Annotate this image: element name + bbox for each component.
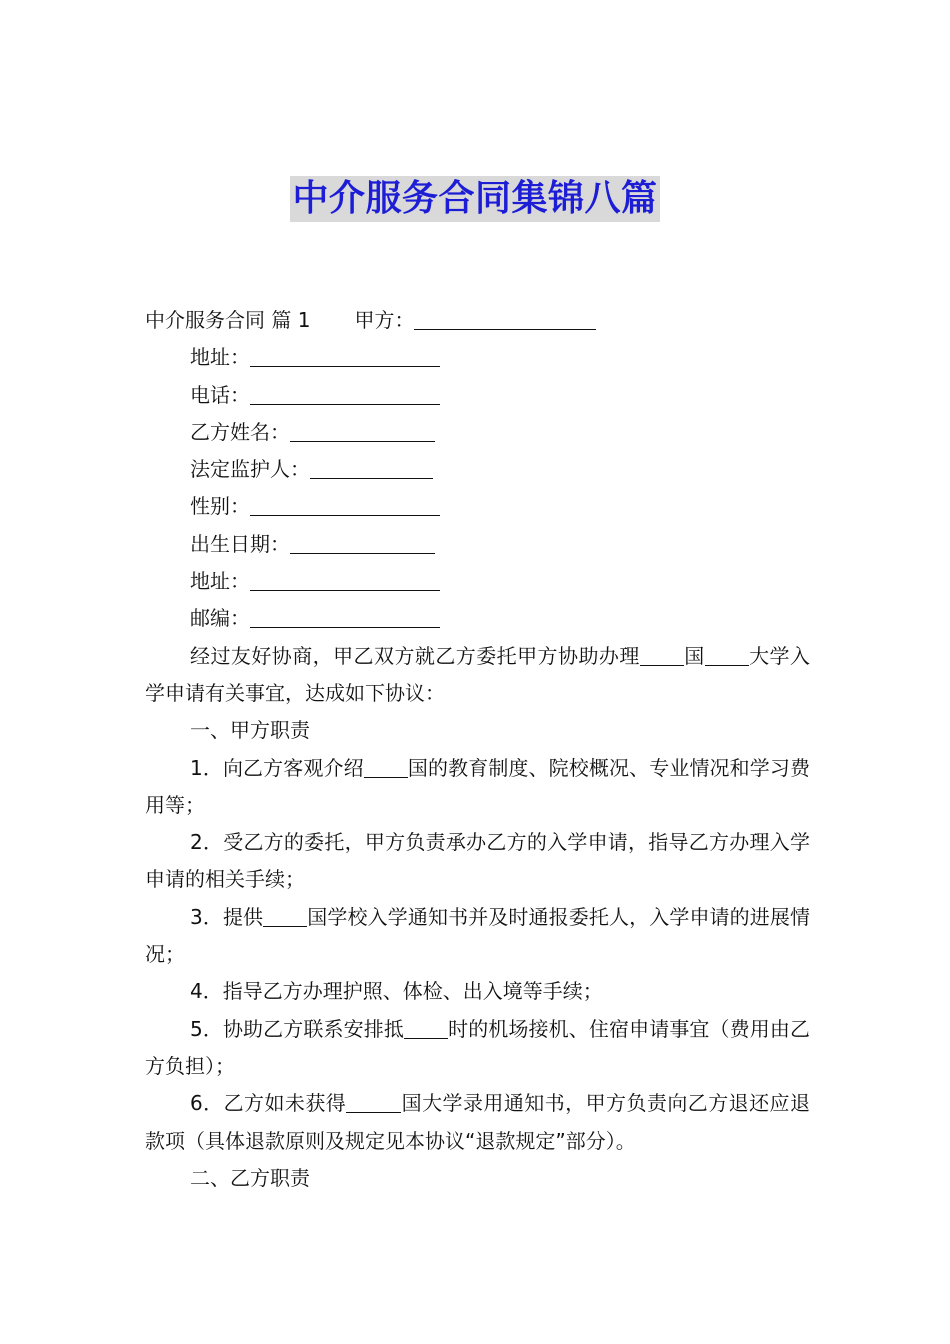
intro-text: 国 xyxy=(683,643,705,668)
field-label: 邮编： xyxy=(190,606,250,631)
field-label: 乙方姓名： xyxy=(190,419,290,444)
field-address-2 xyxy=(145,563,810,600)
intro-text: 经过友好协商，甲乙双方就乙方委托甲方协助办理 xyxy=(190,643,640,668)
university-blank xyxy=(705,641,749,666)
clause-3 xyxy=(145,899,810,974)
field-blank xyxy=(250,603,440,628)
field-label: 地址： xyxy=(190,345,250,370)
field-blank xyxy=(250,380,440,405)
field-label: 电话： xyxy=(190,382,250,407)
heading-party-a-duties: 一、甲方职责 xyxy=(190,718,310,743)
clause-4 xyxy=(145,973,810,1010)
intro-paragraph xyxy=(145,638,810,713)
heading-party-b-duties: 二、乙方职责 xyxy=(190,1165,310,1190)
intro-text: 大学入学申请有关事宜，达成如下协议： xyxy=(145,643,811,705)
field-party-b-name xyxy=(145,414,810,451)
field-blank xyxy=(250,342,440,367)
field-postcode xyxy=(145,600,810,637)
clause-blank xyxy=(346,1088,401,1113)
document-body xyxy=(145,302,810,1197)
field-blank xyxy=(290,417,435,442)
clause-text: 国学校入学通知书并及时通报委托人，入学申请的进展情况； xyxy=(145,904,811,967)
field-label: 法定监护人： xyxy=(190,457,310,482)
clause-2 xyxy=(145,824,810,899)
document-title: 中介服务合同集锦八篇 xyxy=(290,176,659,222)
clause-text: 2．受乙方的委托，甲方负责承办乙方的入学申请，指导乙方办理入学申请的相关手续； xyxy=(145,830,810,892)
field-blank xyxy=(310,454,433,479)
clause-blank xyxy=(404,1014,448,1039)
party-a-label: 甲方： xyxy=(354,308,415,332)
clause-text: 时的机场接机、住宿申请事宜（费用由乙方负担）； xyxy=(145,1016,810,1078)
section-header-line xyxy=(145,302,810,339)
party-a-blank xyxy=(414,305,596,330)
field-guardian xyxy=(145,451,810,488)
clause-text: 1．向乙方客观介绍 xyxy=(190,755,364,780)
country-blank xyxy=(640,641,684,666)
clause-text: 5．协助乙方联系安排抵 xyxy=(190,1016,404,1041)
section-label: 中介服务合同 篇 1 xyxy=(145,308,311,332)
field-blank xyxy=(290,529,435,554)
field-label: 地址： xyxy=(190,569,250,594)
clause-text: 6．乙方如未获得 xyxy=(190,1091,347,1116)
field-label: 出生日期： xyxy=(190,531,290,556)
clause-1 xyxy=(145,750,810,825)
clause-5 xyxy=(145,1011,810,1086)
field-blank xyxy=(250,491,440,516)
clause-text: 国的教育制度、院校概况、专业情况和学习费用等； xyxy=(145,755,811,817)
field-label: 性别： xyxy=(190,494,250,519)
clause-6 xyxy=(145,1085,810,1160)
field-gender xyxy=(145,488,810,525)
clause-text: 4．指导乙方办理护照、体检、出入境等手续； xyxy=(190,979,603,1004)
field-blank xyxy=(250,566,440,591)
clause-text: 国大学录用通知书，甲方负责向乙方退还应退款项（具体退款原则及规定见本协议“退款规定”部分）。 xyxy=(145,1091,810,1153)
clause-text: 3．提供 xyxy=(190,904,264,929)
field-phone xyxy=(145,377,810,414)
title-container xyxy=(0,176,950,222)
clause-blank xyxy=(263,902,307,927)
field-address xyxy=(145,339,810,376)
clause-blank xyxy=(364,753,408,778)
field-birthdate xyxy=(145,526,810,563)
